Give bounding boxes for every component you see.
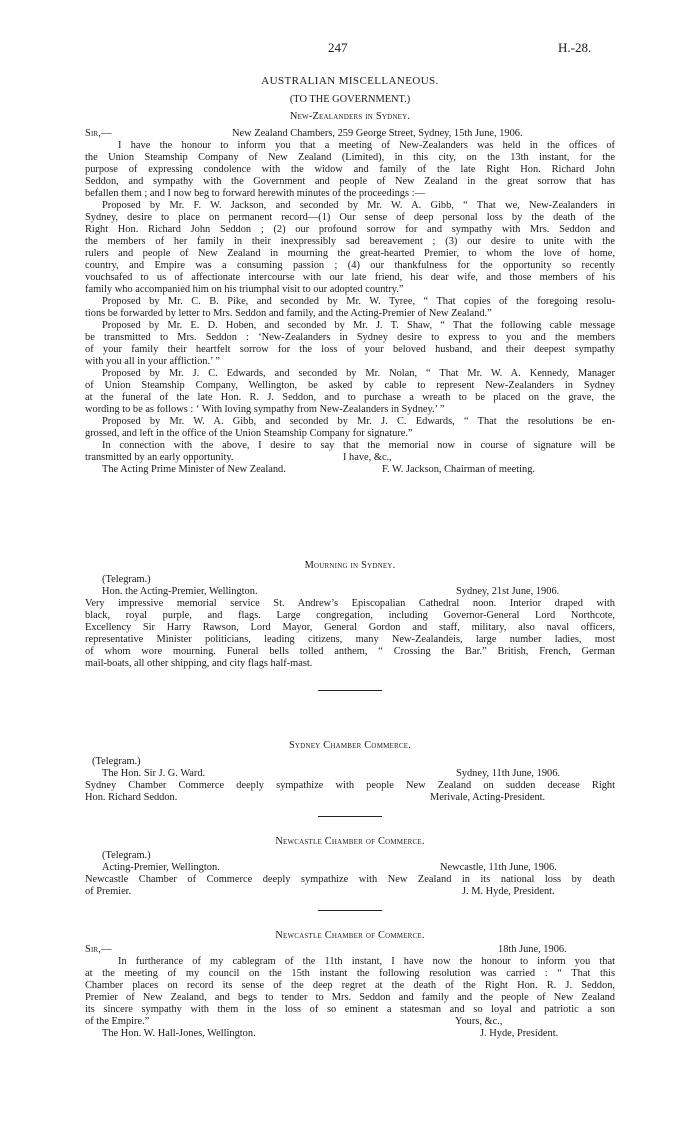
telegram2-line: Sydney Chamber Commerce deeply sympathize with people New Zealand on sudden decease Right — [85, 780, 615, 791]
telegram1-line: Very impressive memorial service St. Andrew’s Episcopalian Cathedral noon. Interior draped with — [85, 598, 615, 609]
letter2-addressee: The Hon. W. Hall-Jones, Wellington. — [102, 1028, 256, 1039]
telegram1-line: representative Minister politicians, leading citizens, many New-Zealandeis, large number ladies, most — [85, 634, 615, 645]
letter1-line: purpose of expressing condolence with the widow and family of the late Right Hon. Richard John — [85, 164, 615, 175]
letter1-line: Proposed by Mr. E. D. Hoben, and seconded by Mr. J. T. Shaw, “ That the following cable message — [102, 320, 615, 331]
telegram2-addressee: The Hon. Sir J. G. Ward. — [102, 768, 206, 779]
telegram1-line: of whom wore mourning. Funeral bells tolled anthem, “ Crossing the Bar.” British, French, German — [85, 646, 615, 657]
letter2-line: Premier of New Zealand, and begs to tender to Mrs. Seddon and family and the people of New Zealand — [85, 992, 615, 1003]
telegram1-place-date: Sydney, 21st June, 1906. — [456, 586, 560, 597]
letter1-line: of your family their heartfelt sorrow for the loss of your beloved husband, and their deepest sympathy — [85, 344, 615, 355]
letter1-signature: F. W. Jackson, Chairman of meeting. — [382, 464, 535, 475]
letter1-line: grossed, and left in the office of the Union Steamship Company for signature.” — [85, 428, 413, 439]
telegram3-addressee: Acting-Premier, Wellington. — [102, 862, 220, 873]
telegram1-line: Excellency Sir Harry Rawson, Lord Mayor, General Gordon and staff, military, also naval officers, — [85, 622, 615, 633]
telegram1-label: (Telegram.) — [102, 574, 151, 585]
letter1-line: Proposed by Mr. F. W. Jackson, and seconded by Mr. W. A. Gibb, “ That we, New-Zealanders in — [102, 200, 615, 211]
page-number: 247 — [328, 40, 348, 55]
letter2-salutation: Sir,— — [85, 944, 112, 955]
letter1-line: tions be forwarded by letter to Mrs. Seddon and family, and the Acting-Premier of New Zealand.” — [85, 308, 492, 319]
letter1-line: of Union Steamship Company, Wellington, be asked by cable to represent New-Zealanders in Sydney — [85, 380, 615, 391]
section-divider — [318, 690, 382, 691]
telegram2-label: (Telegram.) — [92, 756, 141, 767]
letter1-line: with you all in your affliction.’ ” — [85, 356, 220, 367]
letter1-line: befallen them ; and I now beg to forward herewith minutes of the proceedings :— — [85, 188, 425, 199]
letter1-heading: New-Zealanders in Sydney. — [289, 111, 411, 122]
letter1-line: I have the honour to inform you that a meeting of New-Zealanders was held in the offices of — [118, 140, 615, 151]
letter2-line: Chamber places on record its sense of the deep regret at the death of the Right Hon. R. J. Seddon, — [85, 980, 615, 991]
letter1-line: at the funeral of the late Hon. R. J. Seddon, and to purchase a wreath to be placed on the grave, the — [85, 392, 615, 403]
letter2-line: its sincere sympathy with them in the loss of so eminent a statesman and so loyal and patriotic a son — [85, 1004, 615, 1015]
letter1-line: Seddon, and sympathy with the Government and people of New Zealand in the great sorrow that has — [85, 176, 615, 187]
section-divider — [318, 816, 382, 817]
telegram3-label: (Telegram.) — [102, 850, 151, 861]
telegram3-line: Newcastle Chamber of Commerce deeply sympathize with New Zealand in its national loss by death — [85, 874, 615, 885]
section-divider — [318, 910, 382, 911]
letter1-address: New Zealand Chambers, 259 George Street, Sydney, 15th June, 1906. — [232, 128, 523, 139]
letter1-line: Proposed by Mr. J. C. Edwards, and seconded by Mr. Nolan, “ That Mr. W. A. Kennedy, Manager — [102, 368, 615, 379]
letter1-line: the Union Steamship Company of New Zealand (Limited), in this city, on the 13th instant, for the — [85, 152, 615, 163]
letter1-line: transmitted by an early opportunity. — [85, 452, 234, 463]
section-subtitle: (TO THE GOVERNMENT.) — [289, 94, 411, 105]
telegram3-signature: J. M. Hyde, President. — [462, 886, 555, 897]
letter1-line: country, and Empire was a consuming passion ; (4) our thankfulness for the opportunity so recently — [85, 260, 615, 271]
letter1-line: the members of her family in their inexpressibly sad bereavement ; (3) our desire to unite with the — [85, 236, 615, 247]
letter1-line: Sydney, desire to place on permanent record—(1) Our sense of deep personal loss by the death of the — [85, 212, 615, 223]
letter1-line: wording to be as follows : ‘ With loving sympathy from New-Zealanders in Sydney.’ ” — [85, 404, 445, 415]
telegram2-heading: Sydney Chamber Commerce. — [288, 740, 412, 751]
telegram2-line: Hon. Richard Seddon. — [85, 792, 178, 803]
telegram2-place-date: Sydney, 11th June, 1906. — [456, 768, 560, 779]
letter2-line: of the Empire.” — [85, 1016, 150, 1027]
letter1-line: be transmitted to Mrs. Seddon : ‘New-Zealanders in Sydney desire to express to you and the members — [85, 332, 615, 343]
telegram2-signature: Merivale, Acting-President. — [430, 792, 546, 803]
letter1-closing: I have, &c., — [343, 452, 392, 463]
document-reference: H.-28. — [558, 40, 592, 55]
letter2-heading: Newcastle Chamber of Commerce. — [275, 930, 425, 941]
telegram1-addressee: Hon. the Acting-Premier, Wellington. — [102, 586, 258, 597]
letter1-addressee: The Acting Prime Minister of New Zealand. — [102, 464, 286, 475]
letter1-line: In connection with the above, I desire to say that the memorial now in course of signature will be — [102, 440, 615, 451]
letter2-closing: Yours, &c., — [455, 1016, 503, 1027]
letter2-date: 18th June, 1906. — [498, 944, 567, 955]
telegram3-place-date: Newcastle, 11th June, 1906. — [440, 862, 557, 873]
telegram1-line: mail-boats, all other shipping, and city flags half-mast. — [85, 658, 313, 669]
section-title: AUSTRALIAN MISCELLANEOUS. — [261, 75, 439, 87]
letter1-salutation: Sir,— — [85, 128, 112, 139]
letter1-line: rulers and people of New Zealand in mourning the great-hearted Premier, to whom the love of home, — [85, 248, 615, 259]
letter2-line: In furtherance of my cablegram of the 11th instant, I have now the honour to inform you that — [118, 956, 615, 967]
letter1-line: Proposed by Mr. C. B. Pike, and seconded by Mr. W. Tyree, “ That copies of the foregoing resolu- — [102, 296, 615, 307]
letter2-line: at the meeting of my council on the 15th instant the following resolution was carried : “ That this — [85, 968, 615, 979]
letter2-signature: J. Hyde, President. — [480, 1028, 559, 1039]
letter1-line: vouchsafed to us of affectionate intercourse with our late friend, his dear wife, and those members of his — [85, 272, 615, 283]
telegram3-line: of Premier. — [85, 886, 132, 897]
telegram1-line: black, royal purple, and flags. Large congregation, including Governor-General Lord Northcote, — [85, 610, 615, 621]
letter1-line: Right Hon. Richard John Seddon ; (2) our profound sorrow for and sympathy with Mrs. Seddon and — [85, 224, 615, 235]
letter1-line: family who accompanied him on his triumphal visit to our adopted country.” — [85, 284, 404, 295]
telegram1-heading: Mourning in Sydney. — [304, 560, 396, 571]
telegram3-heading: Newcastle Chamber of Commerce. — [275, 836, 425, 847]
letter1-line: Proposed by Mr. W. A. Gibb, and seconded by Mr. J. C. Edwards, “ That the resolutions be en- — [102, 416, 615, 427]
